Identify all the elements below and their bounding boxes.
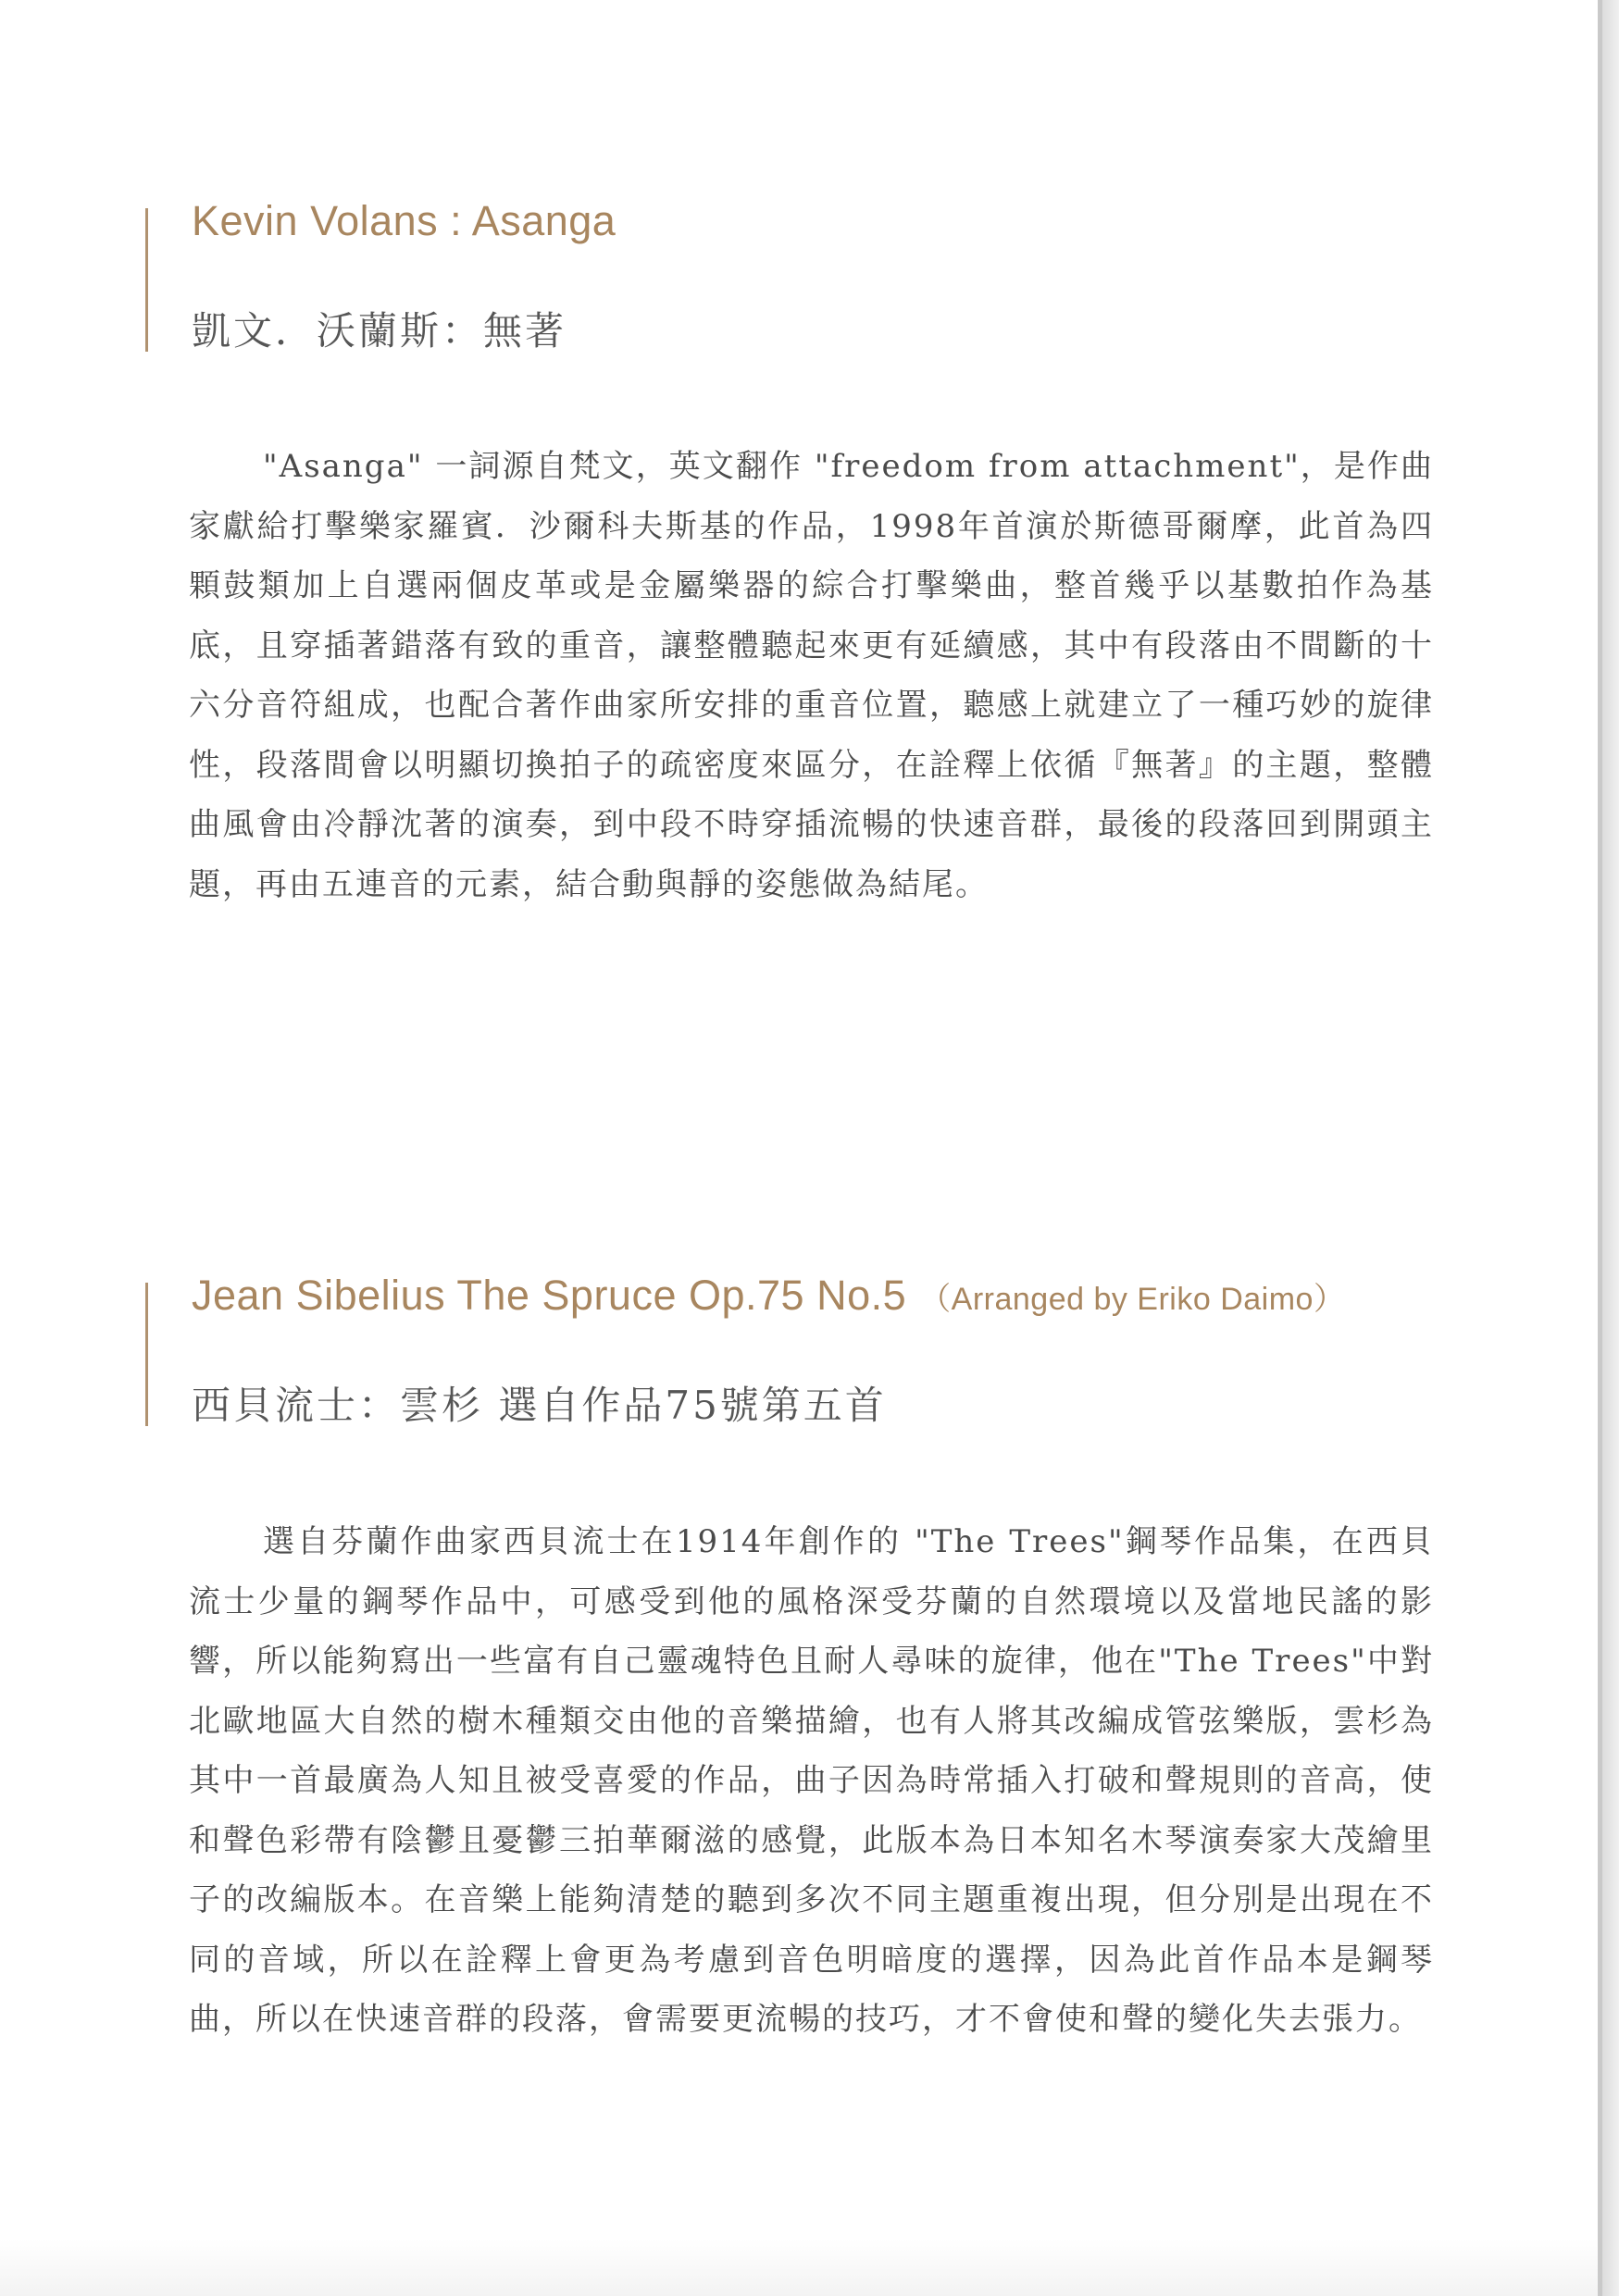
bottom-shadow bbox=[0, 2240, 1598, 2296]
section-header-spruce bbox=[145, 1272, 1346, 1428]
page-edge-shadow bbox=[1602, 0, 1619, 2296]
section-title-english-arranger: （Arranged by Eriko Daimo） bbox=[919, 1282, 1346, 1317]
section-title-english bbox=[192, 197, 616, 245]
section-body-asanga: "Asanga" 一詞源自梵文，英文翻作 "freedom from attachment"，是作曲家獻給打擊樂家羅賓．沙爾科夫斯基的作品，1998年首演於斯德哥爾摩，此首為四顆鼓類加上自選兩個皮革或是金屬樂器的綜合打擊樂曲，整首幾乎以基數拍作為基底，且穿插著錯落有致的重音，讓整體聽起來更有延續感，其中有段落由不間斷的十六分音符組成，也配合著作曲家所安排的重音位置，聽感上就建立了一種巧妙的旋律性，段落間會以明顯切換拍子的疏密度來區分，在詮釋上依循『無著』的主題，整體曲風會由冷靜沈著的演奏，到中段不時穿插流暢的快速音群，最後的段落回到開頭主題，再由五連音的元素，結合動與靜的姿態做為結尾。 bbox=[189, 448, 1434, 903]
section-title-english-main: Jean Sibelius The Spruce Op.75 No.5 bbox=[192, 1272, 907, 1319]
section-header-asanga bbox=[145, 197, 616, 354]
section-body-spruce: 選自芬蘭作曲家西貝流士在1914年創作的 "The Trees"鋼琴作品集，在西貝流士少量的鋼琴作品中，可感受到他的風格深受芬蘭的自然環境以及當地民謠的影響，所以能夠寫出一些富有自己靈魂特色且耐人尋味的旋律，他在"The Trees"中對北歐地區大自然的樹木種類交由他的音樂描繪，也有人將其改編成管弦樂版，雲杉為其中一首最廣為人知且被受喜愛的作品，曲子因為時常插入打破和聲規則的音高，使和聲色彩帶有陰鬱且憂鬱三拍華爾滋的感覺，此版本為日本知名木琴演奏家大茂繪里子的改編版本。在音樂上能夠清楚的聽到多次不同主題重複出現，但分別是出現在不同的音域，所以在詮釋上會更為考慮到音色明暗度的選擇，因為此首作品本是鋼琴曲，所以在快速音群的段落，會需要更流暢的技巧，才不會使和聲的變化失去張力。 bbox=[189, 1523, 1434, 2038]
section-title-english bbox=[192, 1272, 1345, 1320]
section-title-chinese: 凱文．沃蘭斯：無著 bbox=[192, 308, 567, 354]
section-title-chinese: 西貝流士：雲杉 選自作品75號第五首 bbox=[192, 1383, 887, 1428]
section-title-english-main: Kevin Volans : Asanga bbox=[192, 197, 616, 244]
